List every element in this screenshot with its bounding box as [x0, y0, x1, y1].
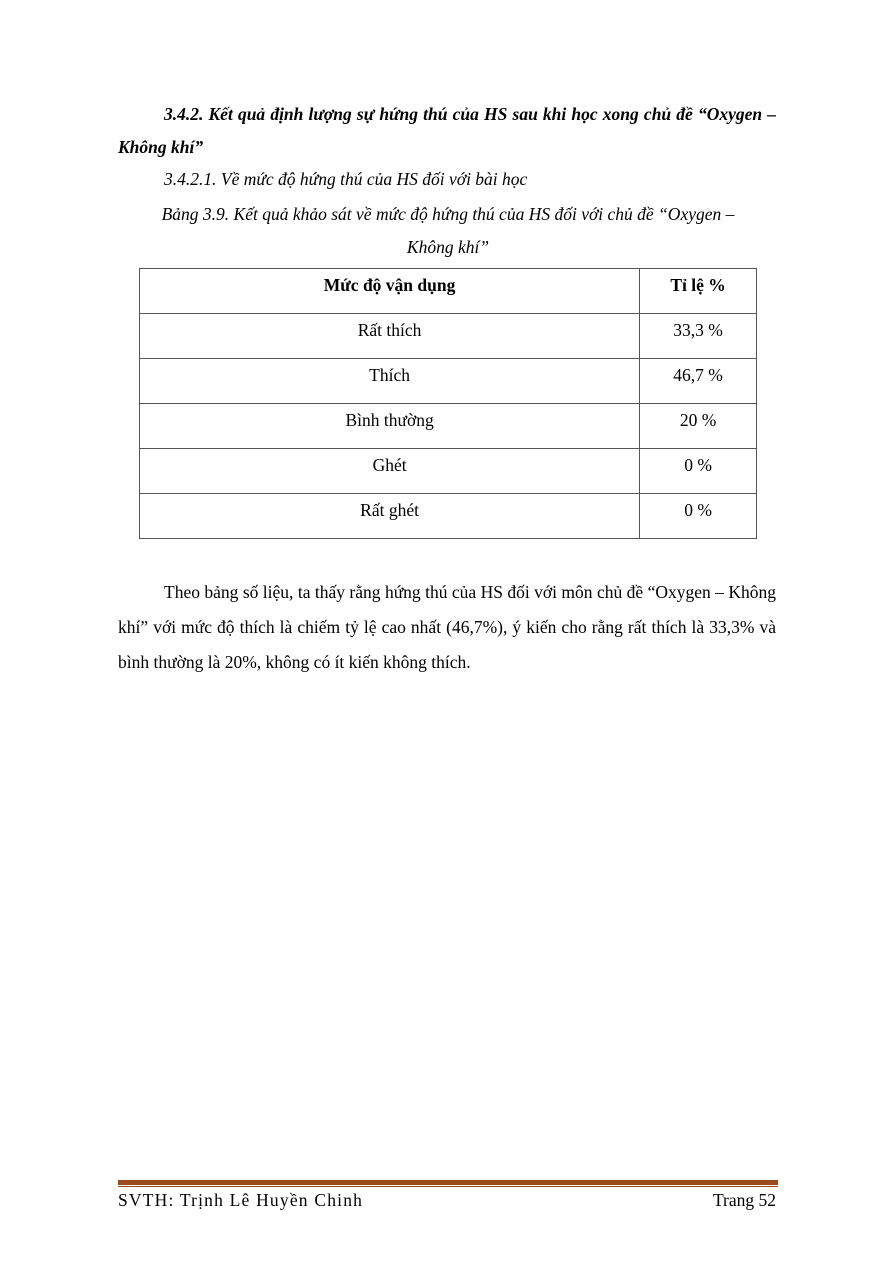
table-cell-percent: 0 %: [640, 494, 757, 539]
table-cell-percent: 46,7 %: [640, 359, 757, 404]
footer-author: SVTH: Trịnh Lê Huyền Chinh: [118, 1190, 364, 1210]
footer-page-number: Trang 52: [712, 1190, 776, 1210]
table-caption-line-1: Bảng 3.9. Kết quả khảo sát về mức độ hứng thú của HS đối với chủ đề “Oxygen –: [161, 204, 735, 224]
table-row: [140, 449, 757, 494]
table-cell-level: Ghét: [140, 449, 640, 494]
body-paragraph: Theo bảng số liệu, ta thấy rằng hứng thú của HS đối với môn chủ đề “Oxygen – Không khí” với mức độ thích là chiếm tỷ lệ cao nhất (46,7%), ý kiến cho rằng rất thích là 33,3% và bình thường là 20%, không có ít kiến không thích.: [118, 582, 776, 672]
table-cell-level: Bình thường: [140, 404, 640, 449]
table-cell-level: Thích: [140, 359, 640, 404]
footer-divider: [118, 1180, 778, 1185]
table-cell-percent: 33,3 %: [640, 314, 757, 359]
table-header-row: [140, 269, 757, 314]
table-row: [140, 494, 757, 539]
table-cell-level: Rất ghét: [140, 494, 640, 539]
table-caption: [118, 198, 778, 264]
subsection-heading: 3.4.2.1. Về mức độ hứng thú của HS đối với bài học: [164, 169, 528, 189]
table-cell-level: Rất thích: [140, 314, 640, 359]
table-row: [140, 314, 757, 359]
table-caption-line-2: Không khí”: [406, 237, 490, 257]
table-cell-percent: 20 %: [640, 404, 757, 449]
table-cell-percent: 0 %: [640, 449, 757, 494]
footer-divider-thin: [118, 1186, 778, 1187]
table-row: [140, 404, 757, 449]
survey-table: [139, 268, 757, 539]
table-header-percent: Tỉ lệ %: [640, 269, 757, 314]
section-heading: 3.4.2. Kết quả định lượng sự hứng thú của HS sau khi học xong chủ đề “Oxygen – Không khí”: [118, 104, 776, 157]
table-row: [140, 359, 757, 404]
table-header-level: Mức độ vận dụng: [140, 269, 640, 314]
